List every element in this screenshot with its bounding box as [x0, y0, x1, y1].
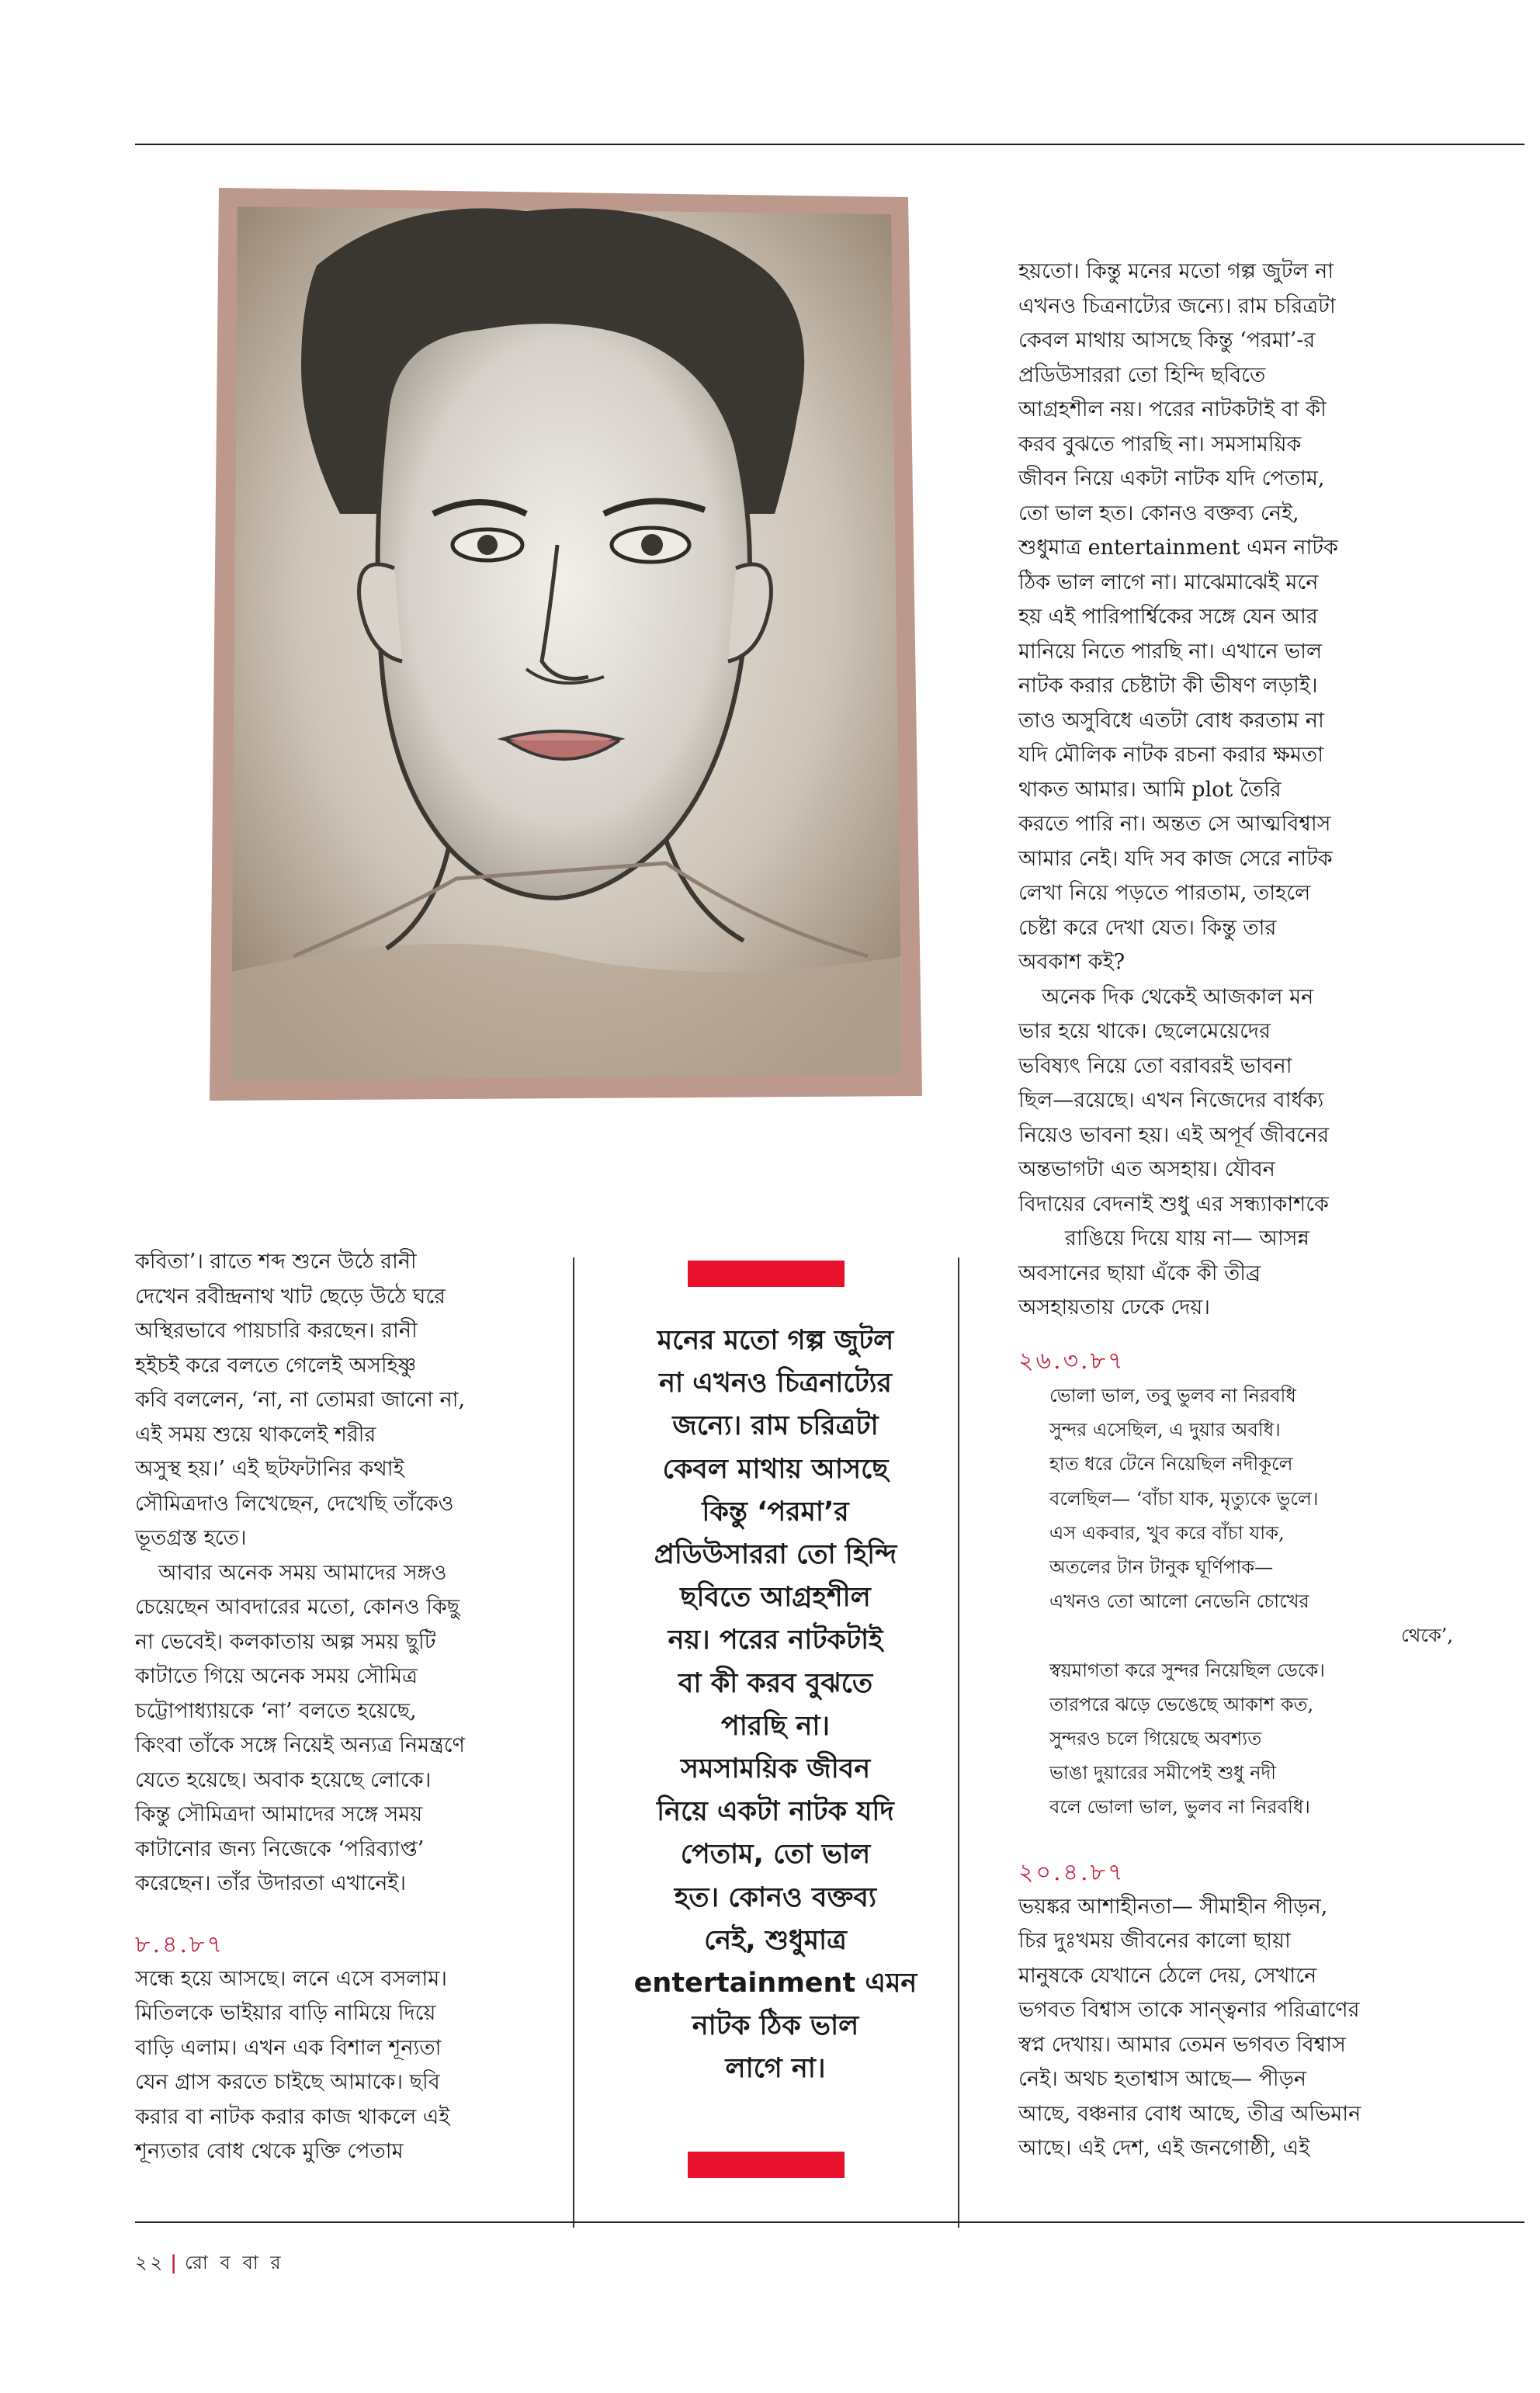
text-line: হয় এই পারিপার্শ্বিকের সঙ্গে যেন আর: [1018, 605, 1318, 629]
text-line: কাটানোর জন্য নিজেকে ‘পরিব্যাপ্ত’: [135, 1836, 425, 1861]
pull-quote-line: নয়। পরের নাটকটাই: [668, 1625, 883, 1656]
text-line: অসহায়তায় ঢেকে দেয়।: [1018, 1295, 1210, 1320]
text-line: ভগবত বিশ্বাস তাকে সান্ত্বনার পরিত্রাণের: [1018, 1998, 1360, 2023]
publication-name: রো ব বা র: [184, 2252, 284, 2273]
pull-quote-top-bar: [688, 1261, 845, 1287]
text-line: করেছেন। তাঁর উদারতা এখানেই।: [135, 1871, 407, 1895]
right-top-column: [1018, 255, 1408, 1326]
text-line: হয়তো। কিন্তু মনের মতো গল্প জুটল না: [1018, 259, 1334, 283]
text-line: আগ্রহশীল নয়। পরের নাটকটাই বা কী: [1018, 397, 1327, 421]
page-footer: [135, 2249, 284, 2280]
text-line: অবসানের ছায়া এঁকে কী তীব্র: [1018, 1261, 1261, 1285]
pull-quote-line: মনের মতো গল্প জুটল: [657, 1325, 894, 1356]
pull-quote-line: না এখনও চিত্রনাট্যের: [659, 1368, 892, 1399]
text-line: আবার অনেক সময় আমাদের সঙ্গও: [158, 1560, 447, 1585]
pull-quote-line: পারছি না।: [720, 1710, 831, 1742]
text-line: ভার হয়ে থাকে। ছেলেমেয়েদের: [1018, 1019, 1271, 1043]
pull-quote-line: হত। কোনও বক্তব্য: [674, 1881, 877, 1913]
pull-quote-line: কিন্তু ‘পরমা’র: [702, 1496, 849, 1528]
text-line: দেখেন রবীন্দ্রনাথ খাট ছেড়ে উঠে ঘরে: [135, 1284, 446, 1309]
pull-quote: [585, 1320, 966, 2091]
column-divider-left: [573, 1257, 574, 2228]
text-line: সন্ধে হয়ে আসছে। লনে এসে বসলাম।: [135, 1966, 447, 1991]
pull-quote-line: জন্যে। রাম চরিত্রটা: [672, 1410, 879, 1442]
pull-quote-line: লাগে না।: [725, 2053, 826, 2085]
text-line: ঠিক ভাল লাগে না। মাঝেমাঝেই মনে: [1018, 570, 1319, 595]
pull-quote-line: কেবল মাথায় আসছে: [662, 1453, 889, 1485]
text-line: আমার নেই। যদি সব কাজ সেরে নাটক: [1018, 846, 1333, 871]
left-column: [135, 1245, 523, 2169]
text-line: তাও অসুবিধে এতটা বোধ করতাম না: [1018, 708, 1324, 733]
text-line: অসুস্থ হয়।’ এই ছটফটানির কথাই: [135, 1457, 404, 1481]
text-line: তো ভাল হত। কোনও বক্তব্য নেই,: [1018, 501, 1299, 525]
poem-line: অতলের টান টানুক ঘূর্ণিপাক—: [1049, 1556, 1274, 1579]
text-line: বাড়ি এলাম। এখন এক বিশাল শূন্যতা: [135, 2035, 442, 2060]
text-line: নাটক করার চেষ্টাটা কী ভীষণ লড়াই।: [1018, 674, 1318, 698]
text-line: কাটাতে গিয়ে অনেক সময় সৌমিত্র: [135, 1664, 418, 1688]
paragraph: [135, 1962, 523, 2169]
text-line: ভয়ঙ্কর আশাহীনতা— সীমাহীন পীড়ন,: [1018, 1894, 1328, 1919]
poem-line: থেকে’,: [1401, 1625, 1453, 1647]
text-line: বিদায়ের বেদনাই শুধু এর সন্ধ্যাকাশকে: [1018, 1191, 1329, 1216]
text-line: মানুষকে যেখানে ঠেলে দেয়, সেখানে: [1018, 1963, 1317, 1988]
text-line: অস্থিরভাবে পায়চারি করছেন। রানী: [135, 1319, 418, 1343]
text-line: স্বপ্ন দেখায়। আমার তেমন ভগবত বিশ্বাস: [1018, 2032, 1346, 2057]
footer-separator: |: [170, 2251, 180, 2273]
text-line: ছিল—রয়েছে। এখন নিজেদের বার্ধক্য: [1018, 1088, 1324, 1112]
poem-line: স্বয়মাগতা করে সুন্দর নিয়েছিল ডেকে।: [1049, 1659, 1325, 1681]
text-line: অন্তভাগটা এত অসহায়। যৌবন: [1018, 1157, 1275, 1181]
pull-quote-line: ছবিতে আগ্রহশীল: [680, 1582, 871, 1614]
date-heading: ৮.৪.৮৭: [135, 1930, 224, 1958]
paragraph: [1018, 1890, 1453, 2166]
text-line: আছে। এই দেশ, এই জনগোষ্ঠী, এই: [1018, 2136, 1310, 2161]
text-line: ভবিষ্যৎ নিয়ে তো বরাবরই ভাবনা: [1018, 1053, 1292, 1078]
text-line: জীবন নিয়ে একটা নাটক যদি পেতাম,: [1018, 466, 1325, 491]
paragraph: [135, 1245, 523, 1556]
text-line: লেখা নিয়ে পড়তে পারতাম, তাহলে: [1018, 881, 1311, 905]
poem-line: সুন্দর এসেছিল, এ দুয়ার অবধি।: [1049, 1419, 1281, 1441]
poem-line: বলেছিল— ‘বাঁচা যাক, মৃত্যুকে ভুলে।: [1049, 1487, 1319, 1510]
paragraph: [1018, 255, 1408, 980]
pull-quote-line: entertainment এমন: [633, 1968, 917, 1999]
paragraph: [135, 1556, 523, 1902]
date-heading: ২৬.৩.৮৭: [1018, 1347, 1126, 1375]
pull-quote-line: পেতাম, তো ভাল: [680, 1839, 871, 1871]
pull-quote-line: নাটক ঠিক ভাল: [692, 2010, 859, 2042]
text-line: শুধুমাত্র entertainment এমন নাটক: [1018, 536, 1338, 560]
text-line: প্রডিউসাররা তো হিন্দি ছবিতে: [1018, 362, 1266, 387]
page-number: ২২: [135, 2252, 166, 2273]
poem-line: ভাঙা দুয়ারের সমীপেই শুধু নদী: [1049, 1762, 1277, 1784]
poem-line: ভোলা ভাল, তবু ভুলব না নিরবধি: [1049, 1385, 1296, 1406]
text-line: করতে পারি না। অন্তত সে আত্মবিশ্বাস: [1018, 812, 1331, 836]
pull-quote-line: সমসাময়িক জীবন: [680, 1753, 871, 1785]
bottom-rule: [135, 2221, 1524, 2223]
text-line: রাঙিয়ে দিয়ে যায় না— আসন্ন: [1065, 1226, 1309, 1250]
text-line: কিংবা তাঁকে সঙ্গে নিয়েই অন্যত্র নিমন্ত্রণে: [135, 1733, 465, 1757]
pull-quote-bottom-bar: [688, 2152, 845, 2178]
text-line: অনেক দিক থেকেই আজকাল মন: [1042, 984, 1314, 1009]
text-line: যদি মৌলিক নাটক রচনা করার ক্ষমতা: [1018, 743, 1324, 767]
poem-line: সুন্দরও চলে গিয়েছে অবশ্যত: [1049, 1728, 1262, 1750]
text-line: থাকত আমার। আমি plot তৈরি: [1018, 777, 1282, 802]
text-line: অবকাশ কই?: [1018, 950, 1126, 974]
pull-quote-line: নিয়ে একটা নাটক যদি: [657, 1796, 894, 1828]
pull-quote-line: প্রডিউসাররা তো হিন্দি: [654, 1539, 897, 1571]
text-line: কবি বললেন, ‘না, না তোমরা জানো না,: [135, 1388, 466, 1412]
text-line: চির দুঃখময় জীবনের কালো ছায়া: [1018, 1929, 1291, 1954]
date-heading: ২০.৪.৮৭: [1018, 1858, 1126, 1886]
text-line: যেন গ্রাস করতে চাইছে আমাকে। ছবি: [135, 2070, 440, 2094]
poem-line: বলে ভোলা ভাল, ভুলব না নিরবধি।: [1049, 1796, 1310, 1819]
portrait-sketch: [200, 180, 930, 1107]
poem-line: এখনও তো আলো নেভেনি চোখের: [1049, 1590, 1309, 1613]
text-line: চট্টোপাধ্যায়কে ‘না’ বলতে হয়েছে,: [135, 1698, 417, 1723]
text-line: কেবল মাথায় আসছে কিন্তু ‘পরমা’-র: [1018, 328, 1316, 352]
right-bottom-column: [1018, 1344, 1453, 2166]
text-line: যেতে হয়েছে। অবাক হয়েছে লোকে।: [135, 1767, 432, 1792]
pull-quote-line: নেই, শুধুমাত্র: [704, 1924, 847, 1956]
text-line: শূন্যতার বোধ থেকে মুক্তি পেতাম: [135, 2139, 404, 2163]
poem-line: হাত ধরে টেনে নিয়েছিল নদীকূলে: [1049, 1453, 1293, 1476]
text-line: হইচই করে বলতে গেলেই অসহিষ্ণু: [135, 1353, 417, 1378]
text-line: সৌমিত্রদাও লিখেছেন, দেখেছি তাঁকেও: [135, 1491, 454, 1516]
text-line: মানিয়ে নিতে পারছি না। এখানে ভাল: [1018, 639, 1323, 664]
text-line: করব বুঝতে পারছি না। সমসাময়িক: [1018, 432, 1302, 456]
paragraph: [1018, 980, 1408, 1326]
top-rule: [135, 144, 1524, 145]
text-line: চেষ্টা করে দেখা যেত। কিন্তু তার: [1018, 915, 1277, 940]
text-line: কিন্তু সৌমিত্রদা আমাদের সঙ্গে সময়: [135, 1802, 423, 1826]
text-line: ভূতগ্রস্ত হতে।: [135, 1526, 247, 1550]
text-line: আছে, বঞ্চনার বোধ আছে, তীব্র অভিমান: [1018, 2101, 1361, 2126]
text-line: না ভেবেই। কলকাতায় অল্প সময় ছুটি: [135, 1629, 436, 1654]
poem-line: এস একবার, খুব করে বাঁচা যাক,: [1049, 1521, 1285, 1544]
poem-line: তারপরে ঝড়ে ভেঙেছে আকাশ কত,: [1049, 1693, 1314, 1715]
text-line: চেয়েছেন আবদারের মতো, কোনও কিছু: [135, 1595, 460, 1619]
text-line: মিতিলকে ভাইয়ার বাড়ি নামিয়ে দিয়ে: [135, 2001, 436, 2025]
pull-quote-line: বা কী করব বুঝতে: [678, 1667, 873, 1699]
poem: [1018, 1379, 1453, 1825]
text-line: করার বা নাটক করার কাজ থাকলে এই: [135, 2104, 450, 2129]
text-line: নিয়েও ভাবনা হয়। এই অপূর্ব জীবনের: [1018, 1122, 1330, 1147]
text-line: এই সময় শুয়ে থাকলেই শরীর: [135, 1422, 376, 1447]
portrait-illustration: [200, 180, 930, 1107]
text-line: কবিতা’। রাতে শব্দ শুনে উঠে রানী: [135, 1250, 417, 1274]
text-line: নেই। অথচ হতাশ্বাস আছে— পীড়ন: [1018, 2067, 1307, 2092]
text-line: এখনও চিত্রনাট্যের জন্যে। রাম চরিত্রটা: [1018, 293, 1336, 318]
